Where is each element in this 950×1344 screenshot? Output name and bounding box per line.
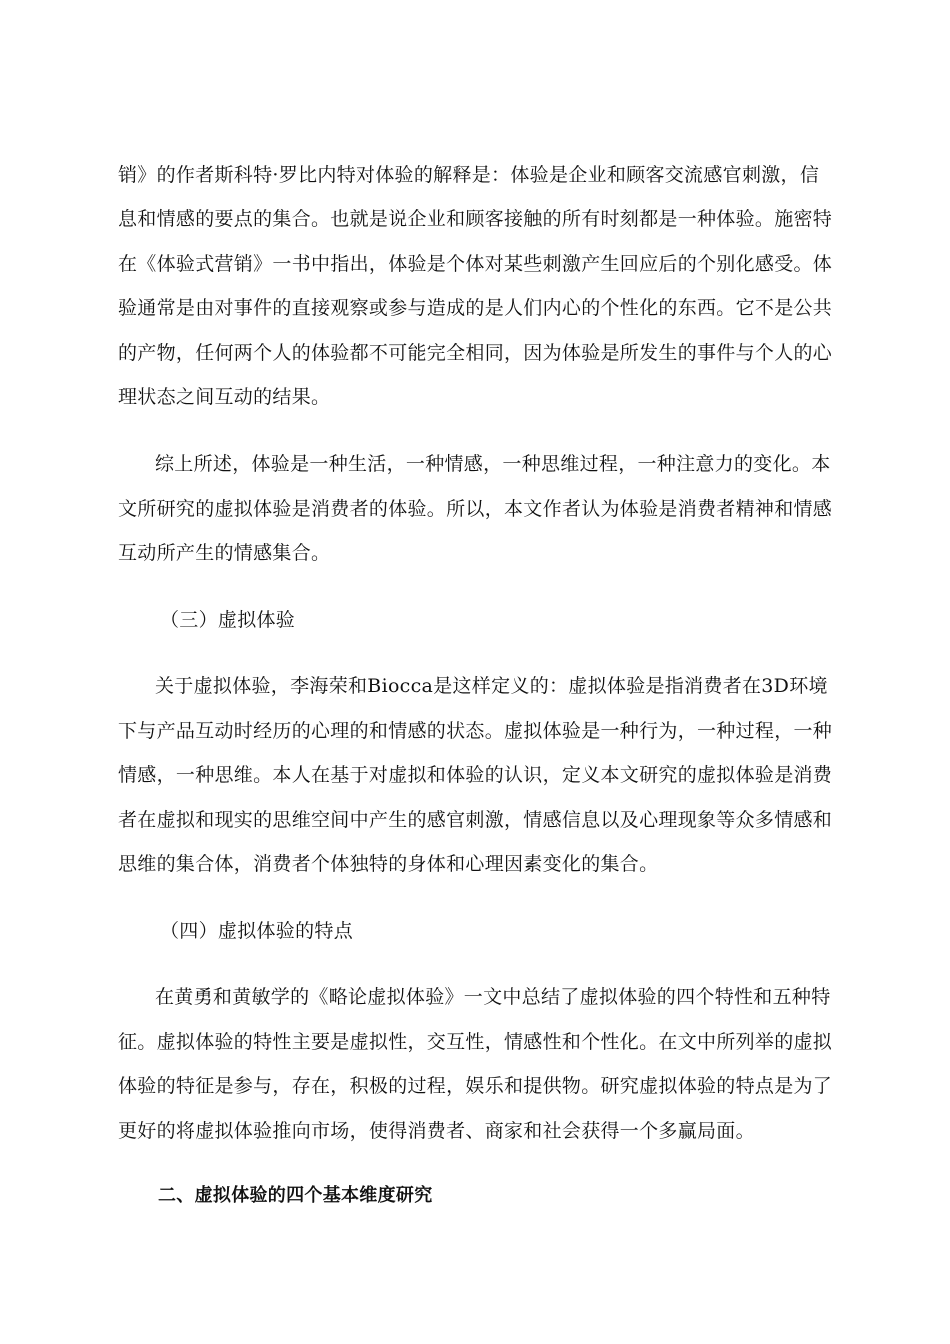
paragraph-line: 在黄勇和黄敏学的《略论虚拟体验》一文中总结了虚拟体验的四个特性和五种特 xyxy=(155,986,831,1008)
paragraph-line: 思维的集合体，消费者个体独特的身体和心理因素变化的集合。 xyxy=(118,853,659,875)
paragraph-line: 情感，一种思维。本人在基于对虚拟和体验的认识，定义本文研究的虚拟体验是消费 xyxy=(118,764,833,786)
paragraph-line: 在《体验式营销》一书中指出，体验是个体对某些刺激产生回应后的个别化感受。体 xyxy=(118,253,833,275)
paragraph-line: 综上所述，体验是一种生活，一种情感，一种思维过程，一种注意力的变化。本 xyxy=(155,453,831,475)
paragraph-line: 的产物，任何两个人的体验都不可能完全相同，因为体验是所发生的事件与个人的心 xyxy=(118,342,833,364)
paragraph-line: 息和情感的要点的集合。也就是说企业和顾客接触的所有时刻都是一种体验。施密特 xyxy=(118,208,833,230)
paragraph-line: 销》的作者斯科特·罗比内特对体验的解释是：体验是企业和顾客交流感官刺激，信 xyxy=(118,164,820,186)
paragraph-line: 理状态之间互动的结果。 xyxy=(118,386,331,408)
paragraph-line: 验通常是由对事件的直接观察或参与造成的是人们内心的个性化的东西。它不是公共 xyxy=(118,297,833,319)
paragraph-line: 者在虚拟和现实的思维空间中产生的感官刺激，情感信息以及心理现象等众多情感和 xyxy=(118,809,833,831)
section-title: （四）虚拟体验的特点 xyxy=(160,920,354,942)
paragraph-line: 征。虚拟体验的特性主要是虚拟性，交互性，情感性和个性化。在文中所列举的虚拟 xyxy=(118,1031,833,1053)
chapter-heading: 二、虚拟体验的四个基本维度研究 xyxy=(158,1185,433,1206)
paragraph-line: 互动所产生的情感集合。 xyxy=(118,542,331,564)
paragraph-line: 下与产品互动时经历的心理的和情感的状态。虚拟体验是一种行为，一种过程，一种 xyxy=(118,720,833,742)
paragraph-line: 体验的特征是参与，存在，积极的过程，娱乐和提供物。研究虚拟体验的特点是为了 xyxy=(118,1075,833,1097)
section-title: （三）虚拟体验 xyxy=(160,609,296,631)
paragraph-line: 更好的将虚拟体验推向市场，使得消费者、商家和社会获得一个多赢局面。 xyxy=(118,1120,755,1142)
paragraph-line: 关于虚拟体验，李海荣和Biocca是这样定义的：虚拟体验是指消费者在3D环境 xyxy=(155,675,828,697)
paragraph-line: 文所研究的虚拟体验是消费者的体验。所以，本文作者认为体验是消费者精神和情感 xyxy=(118,498,833,520)
